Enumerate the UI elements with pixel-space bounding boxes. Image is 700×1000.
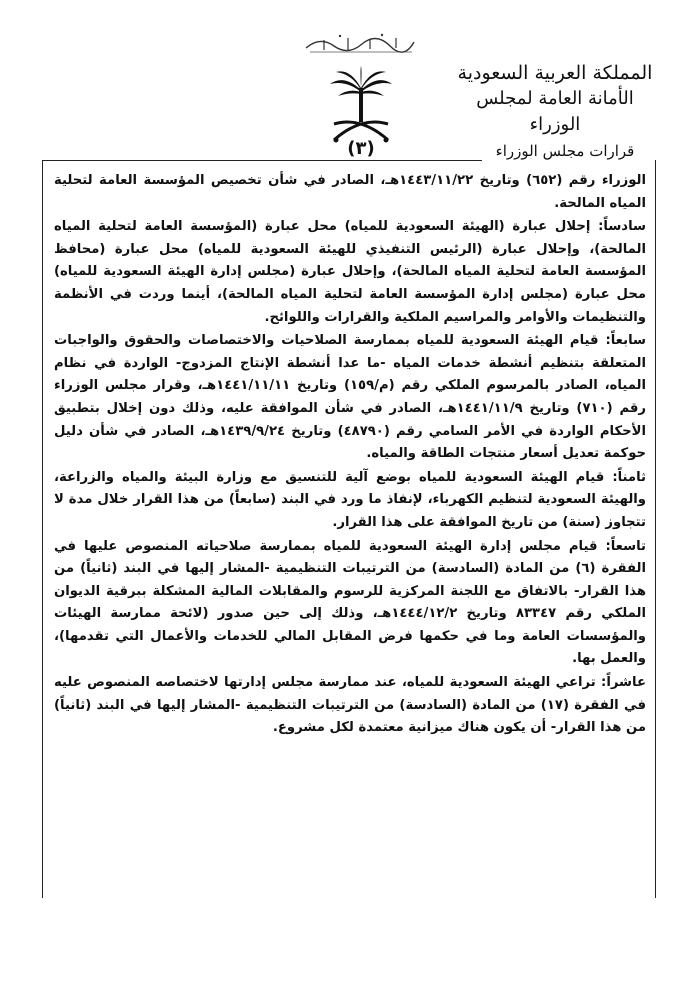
clause-text: قيام الهيئة السعودية للمياه بممارسة الصلاحيات والاختصاصات والحقوق والواجبات المتعلقة بتنظيم أنشطة خدمات المياه -ما عدا أنشطة الإنتاج المزدوج- الواردة في نظام المياه، الصادر بالمرسوم الملكي رقم (م/١٥٩) وتاريخ ١٤٤١/١١/١١هـ، وقرار مجلس الوزراء رقم (٧١٠) وتاريخ ١٤٤١/١١/٩هـ، الصادر في شأن الموافقة عليه، وذلك دون إخلال بتطبيق الأحكام الواردة في الأمر السامي رقم (٤٨٧٩٠) وتاريخ ١٤٣٩/٩/٢٤هـ، الصادر في شأن دليل حوكمة تعديل أسعار منتجات الطاقة والمياه.: [54, 333, 647, 462]
clause-paragraph: [54, 536, 646, 672]
clause-text: إحلال عبارة (الهيئة السعودية للمياه) محل عبارة (المؤسسة العامة لتحلية المياه المالحة)، وإحلال عبارة (الرئيس التنفيذي للهيئة السعودية للمياه) محل عبارة (محافظ المؤسسة العامة لتحلية المياه المالحة)، وإحلال عبارة (مجلس إدارة الهيئة السعودية للمياه) محل عبارة (مجلس إدارة المؤسسة العامة لتحلية المياه المالحة)، أينما وردت في الأنظمة والتنظيمات والأوامر والمراسيم الملكية والقرارات واللوائح.: [54, 219, 646, 325]
clause-label: تاسعاً:: [597, 538, 647, 554]
clause-label: ثامناً:: [604, 469, 646, 485]
intro-paragraph: الوزراء رقم (٦٥٢) وتاريخ ١٤٤٣/١١/٢٢هـ، الصادر في شأن تخصيص المؤسسة العامة لتحلية المياه المالحة.: [54, 173, 647, 211]
secretariat-name: الأمانة العامة لمجلس الوزراء: [476, 88, 634, 135]
clause-paragraph: [54, 330, 646, 466]
decision-body: [54, 170, 646, 741]
clause-text: تراعي الهيئة السعودية للمياه، عند ممارسة مجلس إدارتها لاختصاصه المنصوص عليه في الفقرة (١٧) من المادة (السادسة) من الترتيبات التنظيمية -المشار إليها في البند (ثانياً) من هذا القرار- أن يكون هناك ميزانية معتمدة لكل مشروع.: [54, 675, 646, 736]
clause-paragraph: [54, 467, 646, 535]
clause-text: قيام مجلس إدارة الهيئة السعودية للمياه بممارسة صلاحياته المنصوص عليها في الفقرة (٦) من المادة (السادسة) من الترتيبات التنظيمية -المشار إليها في البند (ثانياً) من هذا القرار- بالاتفاق مع اللجنة المركزية للرسوم والمقابلات المالية المشكلة ببرقية الديوان الملكي رقم ٨٣٣٤٧ وتاريخ ١٤٤٤/١٢/٢هـ، وذلك إلى حين صدور (لائحة ممارسة الهيئات والمؤسسات العامة وما في حكمها فرض المقابل المالي للخدمات والأعمال التي تقدمها)، والعمل بها.: [54, 538, 646, 667]
decisions-label: قرارات مجلس الوزراء: [495, 142, 635, 160]
frame-top-rule: [42, 160, 482, 161]
clause-label: سابعاً:: [598, 333, 646, 349]
saudi-emblem-icon: [326, 66, 396, 146]
basmala-calligraphy: [300, 28, 420, 58]
clause-label: عاشراً:: [595, 675, 646, 691]
kingdom-name: المملكة العربية السعودية: [457, 62, 653, 84]
page-number: (٣): [347, 138, 375, 159]
clause-paragraph: [54, 216, 646, 329]
clause-text: قيام الهيئة السعودية للمياه بوضع آلية للتنسيق مع وزارة البيئة والمياه والزراعة، والهيئة السعودية لتنظيم الكهرباء، لإنفاذ ما ورد في البند (سابعاً) من هذا القرار خلال مدة لا تتجاوز (سنة) من تاريخ الموافقة على هذا القرار.: [54, 469, 646, 530]
clause-label: سادساً:: [590, 219, 646, 235]
clause-paragraph: [54, 672, 646, 740]
letterhead: [450, 60, 660, 138]
